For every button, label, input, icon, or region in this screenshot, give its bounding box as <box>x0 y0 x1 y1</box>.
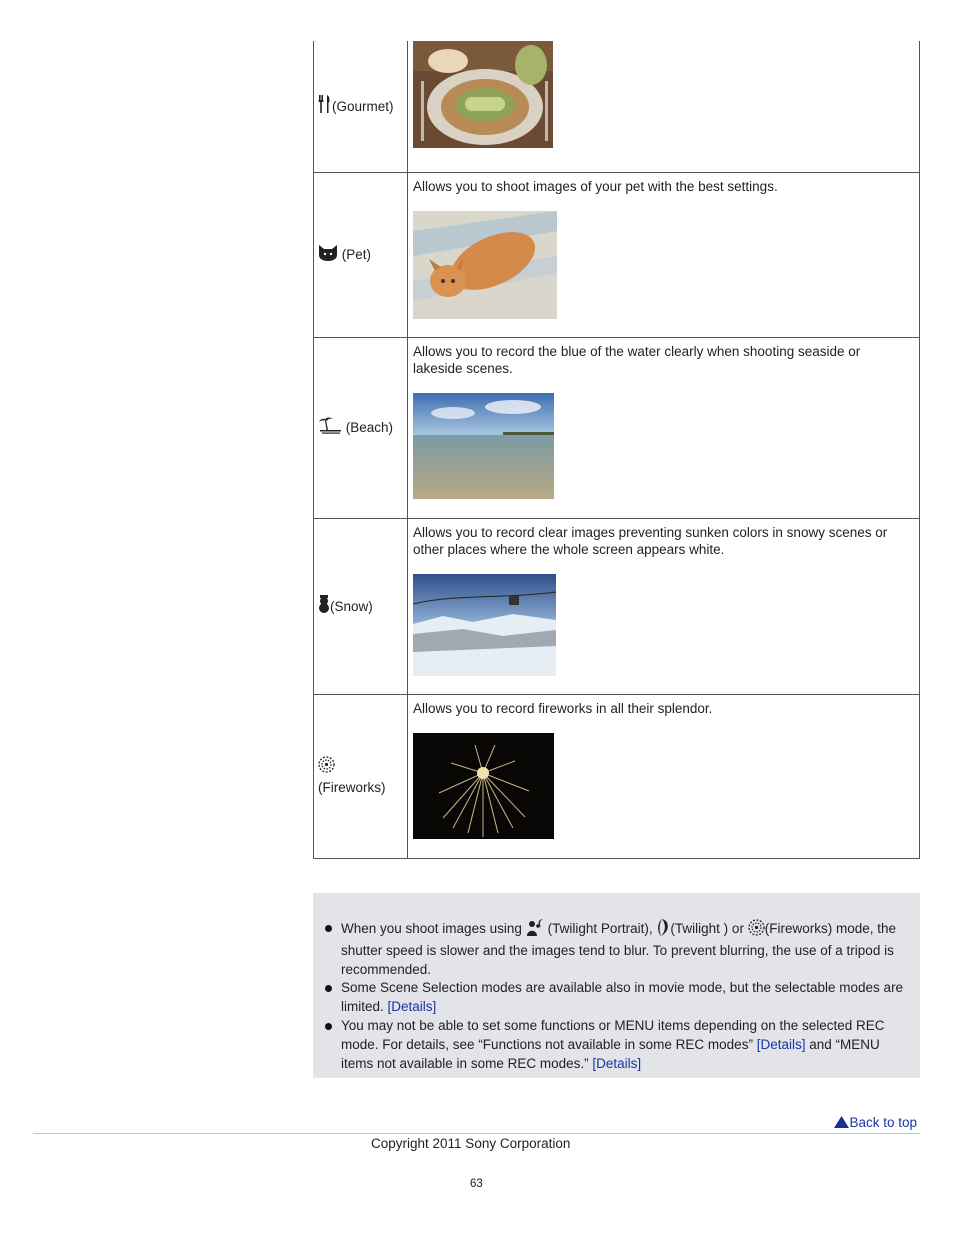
description-cell <box>408 41 920 172</box>
details-link[interactable]: [Details] <box>387 999 437 1015</box>
twilight-icon <box>656 919 670 942</box>
table-row <box>314 41 920 172</box>
note-text: and “MENU items not available in some REC modes.” <box>341 1036 880 1071</box>
note-text: (Twilight ) or <box>670 921 744 936</box>
mode-label: (Beach) <box>345 420 394 435</box>
list-item <box>323 919 913 979</box>
fireworks-icon <box>318 756 335 778</box>
table-row <box>314 694 920 858</box>
table-row <box>314 337 920 518</box>
description-cell <box>408 337 920 518</box>
mode-description: Allows you to record the blue of the water clearly when shooting seaside or lakeside scenes. <box>413 343 861 376</box>
mode-label: (Pet) <box>341 246 372 262</box>
mode-cell <box>314 41 408 172</box>
mode-cell <box>314 172 408 337</box>
description-cell <box>408 694 920 858</box>
twilight-portrait-icon <box>526 919 548 942</box>
gourmet-photo <box>413 41 553 148</box>
scene-mode-table <box>313 41 920 859</box>
note-text: Some Scene Selection modes are available also in movie mode, but the selectable modes are limited. <box>341 980 904 1015</box>
footer-divider <box>33 1133 920 1134</box>
note-text: (Fireworks) mode, the shutter speed is slower and the images tend to blur. To prevent blurring, the use of a tripod is recommended. <box>341 921 896 977</box>
mode-description: Allows you to shoot images of your pet with the best settings. <box>413 178 778 194</box>
note-text: When you shoot images using <box>341 921 522 936</box>
snowman-icon <box>318 595 330 618</box>
list-item <box>323 1017 913 1073</box>
copyright-text: Copyright 2011 Sony Corporation <box>371 1136 571 1151</box>
up-triangle-icon <box>834 1115 849 1130</box>
notes-list <box>323 919 913 1073</box>
description-cell <box>408 172 920 337</box>
pet-photo <box>413 211 557 319</box>
note-text: (Twilight Portrait), <box>547 921 653 936</box>
details-link[interactable]: [Details] <box>592 1055 642 1071</box>
palm-tree-icon <box>318 416 342 439</box>
cat-icon <box>318 244 338 266</box>
details-link[interactable]: [Details] <box>756 1036 806 1052</box>
page-number: 63 <box>470 1178 483 1190</box>
beach-photo <box>413 393 554 499</box>
fireworks-icon <box>748 919 765 942</box>
back-to-top-link[interactable] <box>834 1115 917 1130</box>
mode-label: (Gourmet) <box>332 98 394 114</box>
notes-box <box>313 893 920 1078</box>
fireworks-photo <box>413 733 554 839</box>
note-text: You may not be able to set some functions or MENU items depending on the selected REC mode. For details, see “Functions not available in some REC modes” <box>341 1017 885 1052</box>
description-cell <box>408 518 920 694</box>
mode-description: Allows you to record fireworks in all their splendor. <box>413 700 713 716</box>
table-row <box>314 172 920 337</box>
snow-photo <box>413 574 556 676</box>
mode-cell <box>314 337 408 518</box>
list-item <box>323 979 913 1017</box>
mode-label: (Fireworks) <box>318 779 386 795</box>
table-row <box>314 518 920 694</box>
fork-knife-icon <box>318 95 332 118</box>
mode-description: Allows you to record clear images preventing sunken colors in snowy scenes or other places where the whole screen appears white. <box>413 524 888 557</box>
mode-label: (Snow) <box>330 598 373 614</box>
mode-cell <box>314 694 408 858</box>
back-to-top-label: Back to top <box>849 1115 917 1130</box>
mode-cell <box>314 518 408 694</box>
